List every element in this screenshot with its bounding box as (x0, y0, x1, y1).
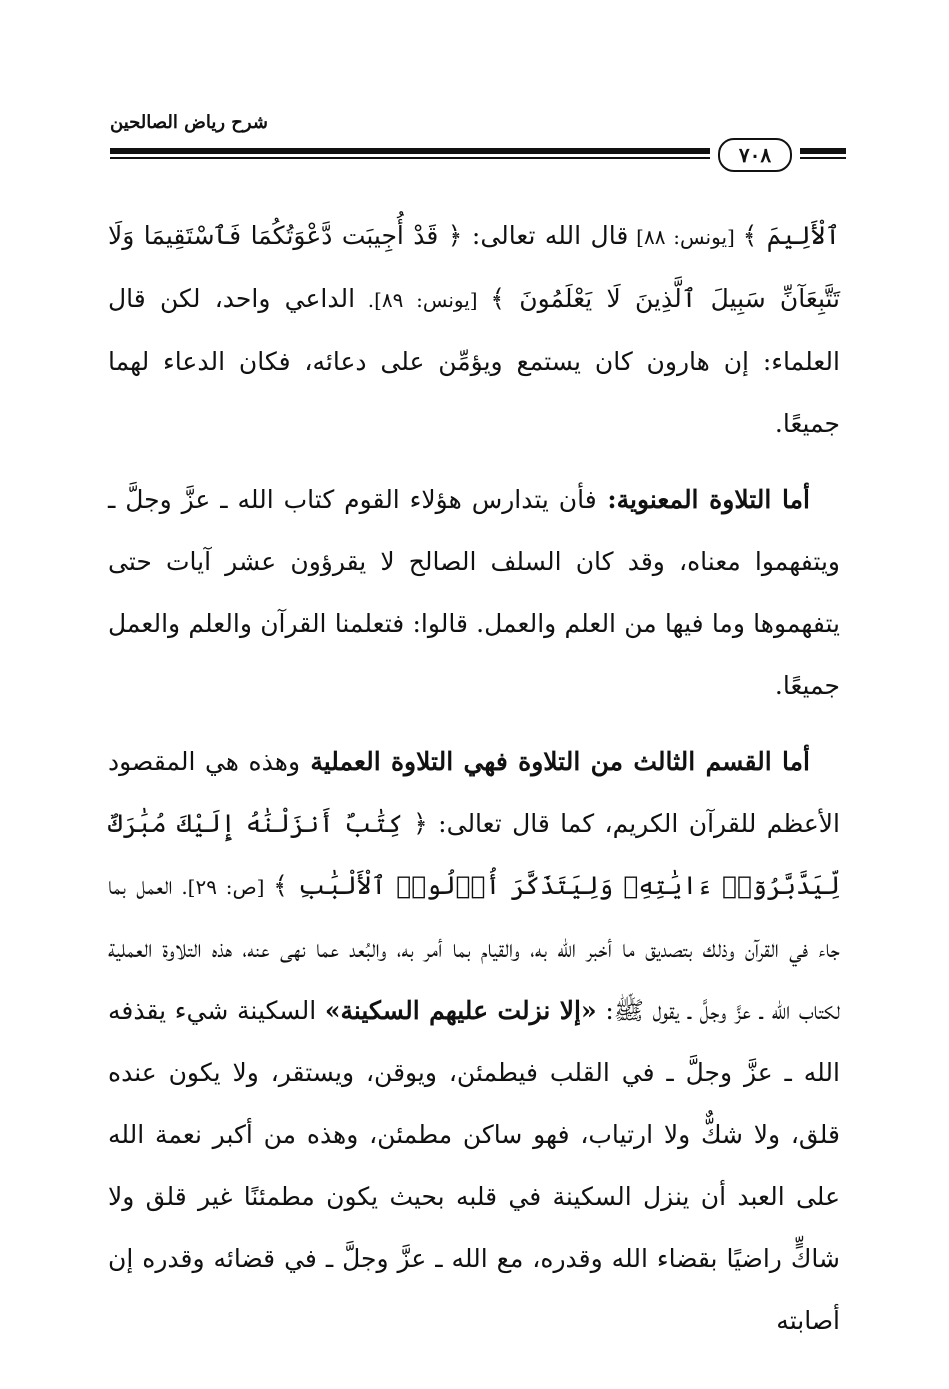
body-text: العمل بما جاء في القرآن وذلك بتصديق ما أخبر الله به، والقيام بما أمر به، والبُعد عما نهى عنه، هذه التلاوة العملية لكتاب الله ـ عزَّ وجلَّ ـ يقول ﷺ: (108, 871, 841, 1025)
header-rule-thick-left (110, 148, 710, 154)
quran-text: ٱلْأَلِيمَ ﴾ (742, 221, 841, 250)
header-rule-thin-left (110, 157, 710, 159)
quran-text: ﴿ قَدْ أُجِيبَت دَّعْوَتُكُمَا فَٱسْتَقِيمَا وَلَا تَتَّبِعَآنِّ سَبِيلَ ٱلَّذِينَ لَا يَعْلَمُونَ ﴾ (108, 221, 841, 313)
paragraph (108, 205, 840, 455)
hadith-quote: «إلا نزلت عليهم السكينة» (324, 996, 597, 1025)
verse-reference: [يونس: ٨٩]. (355, 288, 491, 312)
page-body (108, 205, 840, 1366)
section-heading: أما القسم الثالث من التلاوة فهي التلاوة العملية (300, 747, 810, 776)
header-rule (110, 144, 846, 174)
verse-reference: [ص: ٢٩]. (172, 875, 274, 899)
body-text: وهذه هي المقصود الأعظم للقرآن الكريم، كما قال تعالى: (108, 747, 840, 838)
book-title: شرح رياض الصالحين (110, 112, 268, 133)
body-text: قال الله تعالى: (462, 221, 629, 250)
quran-text: ﴿ كِتَٰبٌ أَنزَلْنَٰهُ إِلَيْكَ مُبَٰرَكٌ لِّيَدَّبَّرُوٓا۟ ءَايَٰتِهِۦ وَلِيَتَذَكَّرَ أُو۟لُوا۟ ٱلْأَلْبَٰبِ ﴾ (108, 809, 840, 900)
paragraph (108, 731, 840, 1352)
section-heading: أما التلاوة المعنوية: (596, 485, 810, 514)
header-rule-thin-right (800, 157, 846, 159)
verse-reference: [يونس: ٨٨] (628, 225, 743, 249)
page-number: ٧٠٨ (718, 138, 792, 172)
body-text: السكينة شيء يقذفه الله ـ عزَّ وجلَّ ـ في القلب فيطمئن، ويوقن، ويستقر، ولا يكون عنده قلق، ولا شكٌّ ولا ارتياب، فهو ساكن مطمئن، وهذه من أكبر نعمة الله على العبد أن ينزل السكينة في قلبه بحيث يكون مطمئنًا غير قلق ولا شاكٍّ راضيًا بقضاء الله وقدره، مع الله ـ عزَّ وجلَّ ـ في قضائه وقدره إن أصابته (108, 996, 840, 1335)
page-header (110, 108, 846, 178)
body-text: فأن يتدارس هؤلاء القوم كتاب الله ـ عزَّ وجلَّ ـ ويتفهموا معناه، وقد كان السلف الصالح لا يقرؤون عشر آيات حتى يتفهموها وما فيها من العلم والعمل. قالوا: فتعلمنا القرآن والعلم والعمل جميعًا. (108, 485, 840, 700)
paragraph (108, 469, 840, 717)
body-text: الداعي واحد، لكن قال العلماء: إن هارون كان يستمع ويؤمِّن على دعائه، فكان الدعاء لهما جميعًا. (108, 284, 840, 438)
header-rule-thick-right (800, 148, 846, 154)
